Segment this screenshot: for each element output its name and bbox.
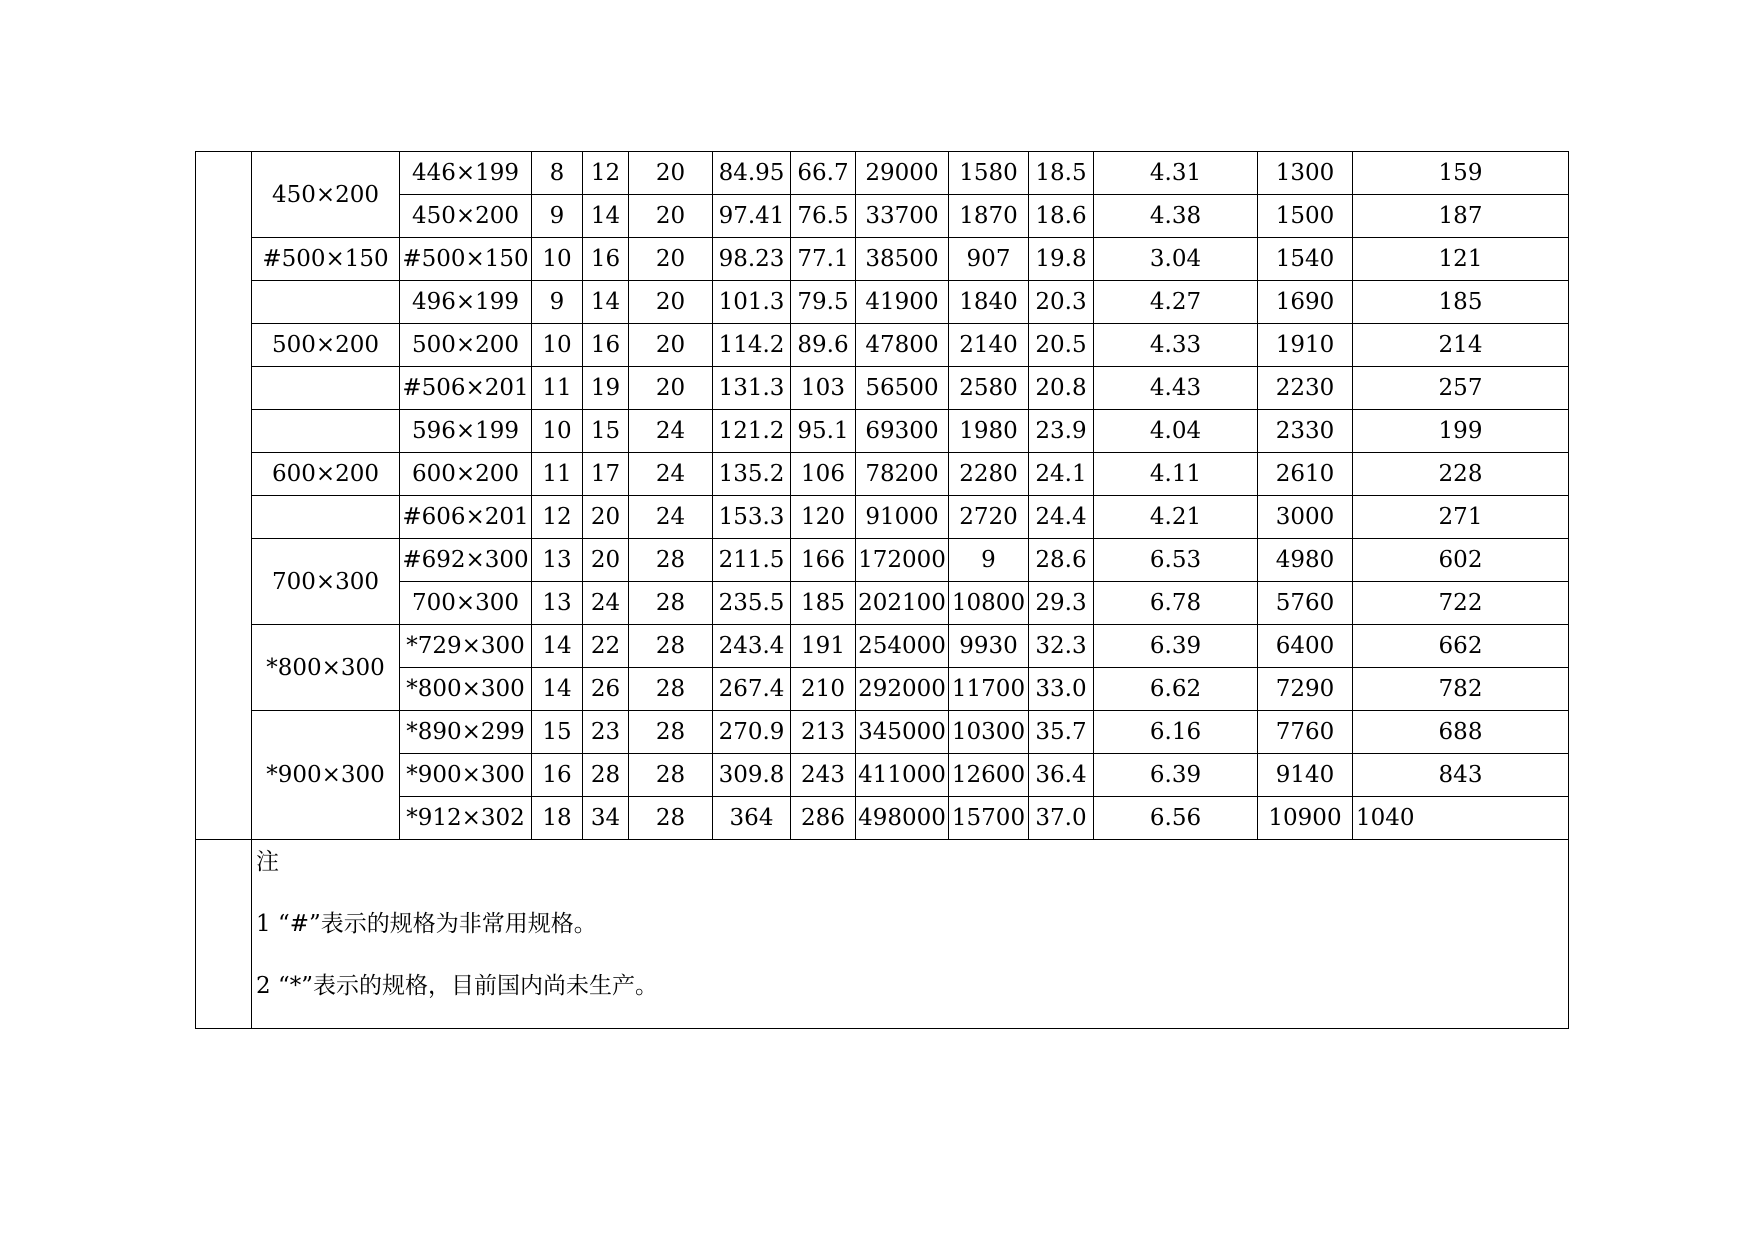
- value-cell-c8: 24.1: [1029, 453, 1094, 496]
- value-cell-c8: 19.8: [1029, 238, 1094, 281]
- value-cell-c1: 9: [532, 195, 583, 238]
- spec-cell: #506×201: [400, 367, 532, 410]
- value-cell-c8: 20.8: [1029, 367, 1094, 410]
- value-cell-c5: 120: [791, 496, 856, 539]
- value-cell-c2: 24: [583, 582, 629, 625]
- value-cell-c1: 8: [532, 152, 583, 195]
- value-cell-c3: 20: [629, 367, 713, 410]
- table-row: [196, 754, 1569, 797]
- notes-row: [196, 840, 1569, 1029]
- value-cell-c10: 1540: [1258, 238, 1353, 281]
- value-cell-c6: 69300: [856, 410, 949, 453]
- value-cell-c10: 2330: [1258, 410, 1353, 453]
- table-row: [196, 582, 1569, 625]
- value-cell-c7: 10800: [949, 582, 1029, 625]
- value-cell-c6: 91000: [856, 496, 949, 539]
- value-cell-c6: 78200: [856, 453, 949, 496]
- group-spec-cell: [252, 281, 400, 324]
- value-cell-c10: 1690: [1258, 281, 1353, 324]
- value-cell-c1: 9: [532, 281, 583, 324]
- value-cell-c9: 6.56: [1094, 797, 1258, 840]
- value-cell-c9: 4.27: [1094, 281, 1258, 324]
- notes-section: [196, 840, 1569, 1029]
- value-cell-c8: 29.3: [1029, 582, 1094, 625]
- value-cell-c1: 10: [532, 324, 583, 367]
- value-cell-c10: 1300: [1258, 152, 1353, 195]
- value-cell-c4: 97.41: [713, 195, 791, 238]
- value-cell-c6: 56500: [856, 367, 949, 410]
- value-cell-c10: 10900: [1258, 797, 1353, 840]
- table-row: [196, 281, 1569, 324]
- value-cell-c4: 121.2: [713, 410, 791, 453]
- group-spec-cell: 700×300: [252, 539, 400, 625]
- value-cell-c4: 235.5: [713, 582, 791, 625]
- value-cell-c7: 1870: [949, 195, 1029, 238]
- value-cell-c9: 6.53: [1094, 539, 1258, 582]
- value-cell-c5: 210: [791, 668, 856, 711]
- value-cell-c2: 22: [583, 625, 629, 668]
- value-cell-c3: 28: [629, 754, 713, 797]
- value-cell-c2: 14: [583, 195, 629, 238]
- value-cell-c2: 12: [583, 152, 629, 195]
- value-cell-c9: 4.04: [1094, 410, 1258, 453]
- spec-cell: #606×201: [400, 496, 532, 539]
- value-cell-c9: 4.38: [1094, 195, 1258, 238]
- value-cell-c5: 166: [791, 539, 856, 582]
- value-cell-c1: 11: [532, 453, 583, 496]
- value-cell-c11: 214: [1353, 324, 1569, 367]
- value-cell-c6: 202100: [856, 582, 949, 625]
- value-cell-c11: 662: [1353, 625, 1569, 668]
- value-cell-c8: 20.3: [1029, 281, 1094, 324]
- value-cell-c11: 602: [1353, 539, 1569, 582]
- value-cell-c10: 4980: [1258, 539, 1353, 582]
- value-cell-c2: 28: [583, 754, 629, 797]
- value-cell-c11: 688: [1353, 711, 1569, 754]
- value-cell-c5: 213: [791, 711, 856, 754]
- group-spec-cell: #500×150: [252, 238, 400, 281]
- value-cell-c5: 191: [791, 625, 856, 668]
- value-cell-c9: 4.11: [1094, 453, 1258, 496]
- value-cell-c9: 4.31: [1094, 152, 1258, 195]
- value-cell-c10: 1910: [1258, 324, 1353, 367]
- value-cell-c8: 18.5: [1029, 152, 1094, 195]
- value-cell-c9: 6.39: [1094, 754, 1258, 797]
- value-cell-c3: 28: [629, 711, 713, 754]
- table-row: [196, 324, 1569, 367]
- value-cell-c4: 131.3: [713, 367, 791, 410]
- value-cell-c4: 153.3: [713, 496, 791, 539]
- value-cell-c1: 14: [532, 668, 583, 711]
- table-row: [196, 668, 1569, 711]
- value-cell-c7: 907: [949, 238, 1029, 281]
- value-cell-c9: 6.78: [1094, 582, 1258, 625]
- value-cell-c5: 79.5: [791, 281, 856, 324]
- spec-cell: 450×200: [400, 195, 532, 238]
- spec-cell: *729×300: [400, 625, 532, 668]
- value-cell-c1: 15: [532, 711, 583, 754]
- table-body: [196, 152, 1569, 840]
- value-cell-c7: 1840: [949, 281, 1029, 324]
- value-cell-c7: 2140: [949, 324, 1029, 367]
- value-cell-c3: 24: [629, 453, 713, 496]
- value-cell-c2: 14: [583, 281, 629, 324]
- value-cell-c8: 35.7: [1029, 711, 1094, 754]
- value-cell-c3: 20: [629, 152, 713, 195]
- value-cell-c4: 364: [713, 797, 791, 840]
- group-spec-cell: [252, 367, 400, 410]
- spec-cell: 500×200: [400, 324, 532, 367]
- value-cell-c1: 16: [532, 754, 583, 797]
- group-spec-cell: 450×200: [252, 152, 400, 238]
- value-cell-c6: 47800: [856, 324, 949, 367]
- value-cell-c2: 17: [583, 453, 629, 496]
- value-cell-c10: 7760: [1258, 711, 1353, 754]
- value-cell-c7: 2280: [949, 453, 1029, 496]
- value-cell-c5: 106: [791, 453, 856, 496]
- notes-cell: [252, 840, 1569, 1029]
- value-cell-c5: 243: [791, 754, 856, 797]
- value-cell-c9: 6.62: [1094, 668, 1258, 711]
- value-cell-c7: 11700: [949, 668, 1029, 711]
- value-cell-c11: 782: [1353, 668, 1569, 711]
- value-cell-c4: 270.9: [713, 711, 791, 754]
- value-cell-c6: 41900: [856, 281, 949, 324]
- value-cell-c11: 257: [1353, 367, 1569, 410]
- spec-cell: 700×300: [400, 582, 532, 625]
- value-cell-c6: 33700: [856, 195, 949, 238]
- group-spec-cell: 600×200: [252, 453, 400, 496]
- value-cell-c1: 10: [532, 238, 583, 281]
- value-cell-c5: 76.5: [791, 195, 856, 238]
- spec-cell: *912×302: [400, 797, 532, 840]
- value-cell-c6: 292000: [856, 668, 949, 711]
- value-cell-c6: 172000: [856, 539, 949, 582]
- value-cell-c2: 34: [583, 797, 629, 840]
- value-cell-c11: 843: [1353, 754, 1569, 797]
- spec-cell: *900×300: [400, 754, 532, 797]
- value-cell-c11: 271: [1353, 496, 1569, 539]
- note-line-2: 2 “*”表示的规格，目前国内尚未生产。: [256, 973, 658, 999]
- value-cell-c2: 20: [583, 496, 629, 539]
- value-cell-c7: 15700: [949, 797, 1029, 840]
- value-cell-c3: 28: [629, 625, 713, 668]
- table-row: [196, 453, 1569, 496]
- value-cell-c10: 9140: [1258, 754, 1353, 797]
- spec-cell: 596×199: [400, 410, 532, 453]
- value-cell-c9: 4.21: [1094, 496, 1258, 539]
- value-cell-c2: 16: [583, 324, 629, 367]
- value-cell-c3: 28: [629, 539, 713, 582]
- value-cell-c11: 199: [1353, 410, 1569, 453]
- value-cell-c8: 18.6: [1029, 195, 1094, 238]
- value-cell-c7: 2720: [949, 496, 1029, 539]
- value-cell-c2: 20: [583, 539, 629, 582]
- table-row: [196, 238, 1569, 281]
- notes-title: 注: [256, 849, 279, 875]
- value-cell-c4: 243.4: [713, 625, 791, 668]
- value-cell-c9: 6.16: [1094, 711, 1258, 754]
- value-cell-c4: 309.8: [713, 754, 791, 797]
- value-cell-c3: 28: [629, 668, 713, 711]
- value-cell-c4: 135.2: [713, 453, 791, 496]
- value-cell-c6: 411000: [856, 754, 949, 797]
- notes-left-blank-cell: [196, 840, 252, 1029]
- value-cell-c3: 24: [629, 410, 713, 453]
- value-cell-c1: 13: [532, 582, 583, 625]
- value-cell-c2: 26: [583, 668, 629, 711]
- table-row: [196, 625, 1569, 668]
- group-spec-cell: *900×300: [252, 711, 400, 840]
- spec-cell: *800×300: [400, 668, 532, 711]
- value-cell-c4: 114.2: [713, 324, 791, 367]
- value-cell-c11: 722: [1353, 582, 1569, 625]
- table-row: [196, 496, 1569, 539]
- value-cell-c9: 6.39: [1094, 625, 1258, 668]
- note-line-1: 1 “#”表示的规格为非常用规格。: [256, 911, 597, 937]
- value-cell-c3: 28: [629, 582, 713, 625]
- value-cell-c5: 89.6: [791, 324, 856, 367]
- value-cell-c4: 211.5: [713, 539, 791, 582]
- value-cell-c1: 14: [532, 625, 583, 668]
- spec-cell: 600×200: [400, 453, 532, 496]
- value-cell-c8: 32.3: [1029, 625, 1094, 668]
- value-cell-c10: 7290: [1258, 668, 1353, 711]
- value-cell-c1: 18: [532, 797, 583, 840]
- value-cell-c6: 29000: [856, 152, 949, 195]
- value-cell-c10: 2610: [1258, 453, 1353, 496]
- value-cell-c4: 98.23: [713, 238, 791, 281]
- table-row: [196, 539, 1569, 582]
- value-cell-c7: 9: [949, 539, 1029, 582]
- value-cell-c10: 6400: [1258, 625, 1353, 668]
- group-spec-cell: *800×300: [252, 625, 400, 711]
- value-cell-c1: 12: [532, 496, 583, 539]
- group-spec-cell: [252, 410, 400, 453]
- value-cell-c7: 9930: [949, 625, 1029, 668]
- spec-cell: 446×199: [400, 152, 532, 195]
- value-cell-c3: 20: [629, 324, 713, 367]
- value-cell-c9: 4.33: [1094, 324, 1258, 367]
- spec-cell: 496×199: [400, 281, 532, 324]
- value-cell-c1: 11: [532, 367, 583, 410]
- value-cell-c11: 185: [1353, 281, 1569, 324]
- value-cell-c8: 36.4: [1029, 754, 1094, 797]
- value-cell-c8: 20.5: [1029, 324, 1094, 367]
- value-cell-c5: 286: [791, 797, 856, 840]
- value-cell-c11: 187: [1353, 195, 1569, 238]
- value-cell-c7: 12600: [949, 754, 1029, 797]
- table-row: [196, 152, 1569, 195]
- value-cell-c1: 13: [532, 539, 583, 582]
- value-cell-c10: 1500: [1258, 195, 1353, 238]
- spec-cell: *890×299: [400, 711, 532, 754]
- value-cell-c4: 101.3: [713, 281, 791, 324]
- steel-section-table: [195, 151, 1569, 1029]
- value-cell-c11: 1040: [1353, 797, 1569, 840]
- value-cell-c7: 2580: [949, 367, 1029, 410]
- value-cell-c5: 66.7: [791, 152, 856, 195]
- value-cell-c8: 33.0: [1029, 668, 1094, 711]
- value-cell-c2: 15: [583, 410, 629, 453]
- table-row: [196, 367, 1569, 410]
- spec-cell: #692×300: [400, 539, 532, 582]
- value-cell-c9: 4.43: [1094, 367, 1258, 410]
- value-cell-c7: 1580: [949, 152, 1029, 195]
- value-cell-c4: 84.95: [713, 152, 791, 195]
- value-cell-c6: 254000: [856, 625, 949, 668]
- value-cell-c7: 1980: [949, 410, 1029, 453]
- value-cell-c3: 20: [629, 195, 713, 238]
- value-cell-c7: 10300: [949, 711, 1029, 754]
- value-cell-c9: 3.04: [1094, 238, 1258, 281]
- spec-cell: #500×150: [400, 238, 532, 281]
- group-spec-cell: [252, 496, 400, 539]
- value-cell-c8: 37.0: [1029, 797, 1094, 840]
- table-row: [196, 797, 1569, 840]
- left-blank-column: [196, 152, 252, 840]
- value-cell-c3: 28: [629, 797, 713, 840]
- value-cell-c5: 103: [791, 367, 856, 410]
- value-cell-c8: 24.4: [1029, 496, 1094, 539]
- value-cell-c8: 28.6: [1029, 539, 1094, 582]
- value-cell-c6: 345000: [856, 711, 949, 754]
- value-cell-c11: 228: [1353, 453, 1569, 496]
- value-cell-c4: 267.4: [713, 668, 791, 711]
- value-cell-c5: 185: [791, 582, 856, 625]
- value-cell-c11: 159: [1353, 152, 1569, 195]
- table-row: [196, 410, 1569, 453]
- value-cell-c1: 10: [532, 410, 583, 453]
- value-cell-c10: 2230: [1258, 367, 1353, 410]
- value-cell-c11: 121: [1353, 238, 1569, 281]
- table-row: [196, 195, 1569, 238]
- value-cell-c5: 77.1: [791, 238, 856, 281]
- value-cell-c10: 3000: [1258, 496, 1353, 539]
- value-cell-c10: 5760: [1258, 582, 1353, 625]
- value-cell-c8: 23.9: [1029, 410, 1094, 453]
- value-cell-c5: 95.1: [791, 410, 856, 453]
- value-cell-c3: 20: [629, 281, 713, 324]
- value-cell-c2: 23: [583, 711, 629, 754]
- table-row: [196, 711, 1569, 754]
- value-cell-c6: 498000: [856, 797, 949, 840]
- group-spec-cell: 500×200: [252, 324, 400, 367]
- value-cell-c2: 16: [583, 238, 629, 281]
- value-cell-c2: 19: [583, 367, 629, 410]
- value-cell-c3: 24: [629, 496, 713, 539]
- value-cell-c3: 20: [629, 238, 713, 281]
- value-cell-c6: 38500: [856, 238, 949, 281]
